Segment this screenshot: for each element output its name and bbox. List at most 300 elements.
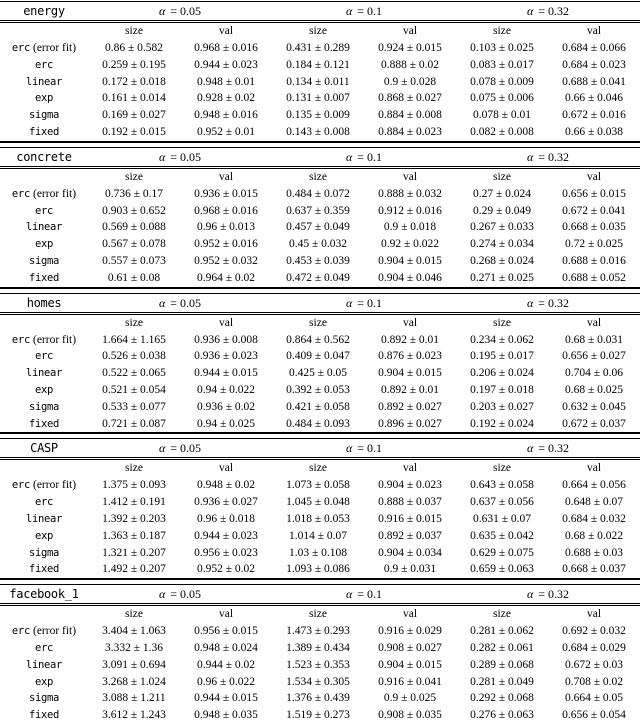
column-header-row — [0, 605, 640, 624]
value-cell: 0.629 ± 0.075 — [470, 546, 534, 559]
results-table-CASP — [0, 438, 640, 580]
value-cell: 0.688 ± 0.016 — [562, 254, 626, 267]
value-cell: 0.521 ± 0.054 — [102, 383, 166, 396]
method-label-cell — [0, 494, 88, 511]
alpha-symbol: α — [158, 149, 166, 164]
method-label-cell — [0, 107, 88, 124]
value-cell: 0.184 ± 0.121 — [286, 58, 350, 71]
table-row — [0, 511, 640, 528]
value-cell: 0.274 ± 0.034 — [470, 238, 534, 251]
table-row — [0, 707, 640, 724]
value-cell: 1.392 ± 0.203 — [102, 512, 166, 525]
value-cell: 0.904 ± 0.015 — [378, 254, 442, 267]
value-cell: 0.944 ± 0.015 — [194, 367, 258, 380]
value-cell: 0.916 ± 0.041 — [378, 675, 442, 688]
value-cell: 0.952 ± 0.016 — [194, 238, 258, 251]
method-label-cell — [0, 640, 88, 657]
method-label: exp — [34, 238, 54, 251]
table-row — [0, 40, 640, 57]
alpha-header — [456, 293, 640, 313]
column-header-row — [0, 459, 640, 478]
value-cell: 0.96 ± 0.022 — [196, 675, 256, 688]
value-cell: 0.948 ± 0.01 — [196, 75, 256, 88]
table-row — [0, 545, 640, 562]
method-label-cell — [0, 203, 88, 220]
col-header-size: size — [493, 462, 511, 475]
col-header-size: size — [125, 462, 143, 475]
col-header-val: val — [218, 170, 234, 183]
method-label-suffix: (error fit) — [32, 42, 77, 54]
table-row — [0, 124, 640, 142]
value-cell: 0.904 ± 0.015 — [378, 658, 442, 671]
empty-cell — [0, 167, 88, 186]
col-header-size: size — [125, 25, 143, 37]
table-row — [0, 657, 640, 674]
alpha-header — [272, 293, 456, 313]
value-cell: 0.533 ± 0.077 — [102, 400, 166, 413]
results-table-energy — [0, 1, 640, 143]
value-cell: 0.192 ± 0.024 — [470, 417, 534, 430]
method-label-suffix: (error fit) — [32, 187, 77, 200]
empty-cell — [0, 22, 88, 41]
col-header-val: val — [402, 462, 418, 475]
alpha-value: = 0.1 — [354, 441, 383, 456]
method-label: linear — [25, 512, 63, 525]
method-label-cell — [0, 253, 88, 270]
value-cell: 0.9 ± 0.031 — [383, 563, 437, 576]
value-cell: 0.472 ± 0.049 — [286, 271, 350, 284]
col-header-val: val — [402, 608, 418, 621]
value-cell: 0.282 ± 0.061 — [470, 641, 534, 654]
col-header-size: size — [309, 316, 327, 329]
value-cell: 0.197 ± 0.018 — [470, 383, 534, 396]
method-label: sigma — [28, 692, 60, 705]
alpha-value: = 0.05 — [167, 149, 202, 164]
value-cell: 0.68 ± 0.022 — [564, 529, 624, 542]
method-label: sigma — [28, 254, 60, 267]
value-cell: 0.936 ± 0.023 — [194, 350, 258, 363]
value-cell: 0.952 ± 0.02 — [196, 563, 256, 576]
table-row — [0, 382, 640, 399]
table-row — [0, 332, 640, 349]
alpha-header — [272, 585, 456, 605]
value-cell: 1.045 ± 0.048 — [286, 496, 350, 509]
value-cell: 0.276 ± 0.063 — [470, 709, 534, 722]
alpha-header — [88, 147, 272, 167]
value-cell: 0.648 ± 0.07 — [564, 496, 624, 509]
method-label: exp — [34, 675, 54, 688]
alpha-value: = 0.32 — [535, 441, 570, 456]
value-cell: 0.61 ± 0.08 — [107, 271, 161, 284]
table-header-row — [0, 585, 640, 605]
alpha-value: = 0.32 — [535, 295, 570, 310]
value-cell: 1.363 ± 0.187 — [102, 529, 166, 542]
value-cell: 0.45 ± 0.032 — [288, 238, 348, 251]
value-cell: 0.172 ± 0.018 — [102, 75, 166, 88]
method-label: linear — [25, 75, 63, 88]
col-header-size: size — [125, 608, 143, 621]
value-cell: 0.948 ± 0.02 — [196, 479, 256, 492]
value-cell: 0.271 ± 0.025 — [470, 271, 534, 284]
method-label: sigma — [28, 546, 60, 559]
value-cell: 0.083 ± 0.017 — [470, 58, 534, 71]
value-cell: 1.014 ± 0.07 — [288, 529, 348, 542]
col-header-size: size — [309, 25, 327, 37]
table-row — [0, 74, 640, 91]
value-cell: 0.904 ± 0.034 — [378, 546, 442, 559]
value-cell: 1.473 ± 0.293 — [286, 625, 350, 638]
method-label-cell — [0, 707, 88, 724]
value-cell: 0.864 ± 0.562 — [286, 333, 350, 346]
value-cell: 0.672 ± 0.03 — [564, 658, 624, 671]
alpha-symbol: α — [526, 149, 534, 164]
value-cell: 0.684 ± 0.032 — [562, 512, 626, 525]
col-header-size: size — [309, 462, 327, 475]
col-header-size: size — [493, 25, 511, 37]
col-header-val: val — [218, 316, 234, 329]
method-label-cell — [0, 365, 88, 382]
method-label-cell — [0, 236, 88, 253]
method-label: linear — [25, 658, 63, 671]
value-cell: 0.206 ± 0.024 — [470, 367, 534, 380]
dataset-name: facebook_1 — [0, 585, 88, 605]
value-cell: 0.526 ± 0.038 — [102, 350, 166, 363]
table-row — [0, 236, 640, 253]
empty-cell — [0, 605, 88, 624]
value-cell: 1.03 ± 0.108 — [288, 546, 348, 559]
value-cell: 0.66 ± 0.046 — [564, 92, 624, 105]
alpha-header — [88, 293, 272, 313]
col-header-val: val — [586, 170, 602, 183]
table-row — [0, 107, 640, 124]
alpha-header — [272, 2, 456, 22]
value-cell: 1.492 ± 0.207 — [102, 563, 166, 576]
method-label-suffix: (error fit) — [32, 333, 77, 346]
value-cell: 0.664 ± 0.056 — [562, 479, 626, 492]
table-row — [0, 640, 640, 657]
method-label-cell — [0, 657, 88, 674]
alpha-value: = 0.1 — [354, 149, 383, 164]
method-label-cell — [0, 623, 88, 640]
value-cell: 0.68 ± 0.025 — [564, 383, 624, 396]
alpha-value: = 0.05 — [167, 295, 202, 310]
value-cell: 0.082 ± 0.008 — [470, 125, 534, 138]
alpha-symbol: α — [345, 149, 353, 164]
value-cell: 0.868 ± 0.027 — [378, 92, 442, 105]
column-header-row — [0, 167, 640, 186]
value-cell: 0.708 ± 0.02 — [564, 675, 624, 688]
value-cell: 0.635 ± 0.042 — [470, 529, 534, 542]
value-cell: 0.392 ± 0.053 — [286, 383, 350, 396]
value-cell: 0.956 ± 0.023 — [194, 546, 258, 559]
method-label-suffix: (error fit) — [32, 625, 77, 638]
col-header-val: val — [586, 316, 602, 329]
value-cell: 0.96 ± 0.018 — [196, 512, 256, 525]
method-label-cell — [0, 674, 88, 691]
value-cell: 0.86 ± 0.582 — [104, 42, 164, 54]
value-cell: 0.453 ± 0.039 — [286, 254, 350, 267]
value-cell: 3.332 ± 1.36 — [104, 641, 164, 654]
method-label: fixed — [28, 417, 60, 430]
value-cell: 0.631 ± 0.07 — [472, 512, 532, 525]
alpha-header — [88, 585, 272, 605]
col-header-size: size — [493, 316, 511, 329]
col-header-val: val — [218, 25, 234, 37]
method-label-cell — [0, 348, 88, 365]
col-header-val: val — [586, 25, 602, 37]
alpha-symbol: α — [158, 295, 166, 310]
table-header-row — [0, 439, 640, 459]
table-header-row — [0, 2, 640, 22]
table-row — [0, 561, 640, 579]
column-header-row — [0, 313, 640, 332]
alpha-header — [88, 439, 272, 459]
value-cell: 0.078 ± 0.009 — [470, 75, 534, 88]
value-cell: 0.944 ± 0.023 — [194, 58, 258, 71]
value-cell: 0.421 ± 0.058 — [286, 400, 350, 413]
table-row — [0, 399, 640, 416]
value-cell: 0.688 ± 0.03 — [564, 546, 624, 559]
col-header-val: val — [402, 170, 418, 183]
alpha-header — [456, 439, 640, 459]
value-cell: 0.94 ± 0.025 — [196, 417, 256, 430]
value-cell: 0.281 ± 0.062 — [470, 625, 534, 638]
method-label-cell — [0, 561, 88, 579]
value-cell: 1.519 ± 0.273 — [286, 709, 350, 722]
value-cell: 1.375 ± 0.093 — [102, 479, 166, 492]
method-label-cell — [0, 690, 88, 707]
table-row — [0, 270, 640, 288]
alpha-value: = 0.32 — [535, 4, 570, 18]
value-cell: 1.018 ± 0.053 — [286, 512, 350, 525]
table-row — [0, 348, 640, 365]
value-cell: 0.195 ± 0.017 — [470, 350, 534, 363]
value-cell: 0.522 ± 0.065 — [102, 367, 166, 380]
col-header-size: size — [309, 608, 327, 621]
value-cell: 0.964 ± 0.02 — [196, 271, 256, 284]
method-label-cell — [0, 40, 88, 57]
value-cell: 0.684 ± 0.029 — [562, 641, 626, 654]
method-label-cell — [0, 528, 88, 545]
value-cell: 0.267 ± 0.033 — [470, 221, 534, 234]
table-row — [0, 186, 640, 203]
method-label-cell — [0, 124, 88, 142]
col-header-val: val — [218, 462, 234, 475]
value-cell: 0.736 ± 0.17 — [104, 187, 164, 200]
value-cell: 0.688 ± 0.052 — [562, 271, 626, 284]
value-cell: 0.72 ± 0.025 — [564, 238, 624, 251]
method-label-cell — [0, 219, 88, 236]
value-cell: 0.9 ± 0.025 — [383, 692, 437, 705]
value-cell: 3.612 ± 1.243 — [102, 709, 166, 722]
value-cell: 0.904 ± 0.023 — [378, 479, 442, 492]
value-cell: 0.944 ± 0.015 — [194, 692, 258, 705]
alpha-value: = 0.05 — [167, 587, 202, 602]
table-row — [0, 416, 640, 434]
method-label: erc — [34, 641, 54, 654]
method-label: erc — [34, 204, 54, 217]
value-cell: 0.888 ± 0.02 — [380, 58, 440, 71]
value-cell: 0.692 ± 0.032 — [562, 625, 626, 638]
method-label-cell — [0, 399, 88, 416]
value-cell: 0.96 ± 0.013 — [196, 221, 256, 234]
method-label: linear — [25, 367, 63, 380]
value-cell: 0.936 ± 0.02 — [196, 400, 256, 413]
col-header-val: val — [402, 316, 418, 329]
table-row — [0, 477, 640, 494]
value-cell: 0.259 ± 0.195 — [102, 58, 166, 71]
col-header-val: val — [586, 608, 602, 621]
results-table-facebook_1 — [0, 584, 640, 724]
value-cell: 0.664 ± 0.05 — [564, 692, 624, 705]
value-cell: 0.892 ± 0.037 — [378, 529, 442, 542]
value-cell: 0.203 ± 0.027 — [470, 400, 534, 413]
value-cell: 1.534 ± 0.305 — [286, 675, 350, 688]
method-label: erc — [11, 479, 30, 492]
alpha-header — [272, 439, 456, 459]
value-cell: 1.389 ± 0.434 — [286, 641, 350, 654]
value-cell: 0.916 ± 0.015 — [378, 512, 442, 525]
value-cell: 0.936 ± 0.015 — [194, 187, 258, 200]
value-cell: 0.896 ± 0.027 — [378, 417, 442, 430]
method-label: sigma — [28, 400, 60, 413]
col-header-size: size — [493, 170, 511, 183]
alpha-value: = 0.32 — [535, 587, 570, 602]
method-label-cell — [0, 57, 88, 74]
value-cell: 0.425 ± 0.05 — [288, 367, 348, 380]
method-label: erc — [11, 625, 30, 638]
value-cell: 1.093 ± 0.086 — [286, 563, 350, 576]
value-cell: 3.088 ± 1.211 — [102, 692, 166, 705]
alpha-symbol: α — [158, 441, 166, 456]
value-cell: 0.904 ± 0.015 — [378, 367, 442, 380]
value-cell: 0.92 ± 0.022 — [380, 238, 440, 251]
value-cell: 0.632 ± 0.045 — [562, 400, 626, 413]
value-cell: 0.876 ± 0.023 — [378, 350, 442, 363]
method-label-cell — [0, 90, 88, 107]
alpha-header — [456, 2, 640, 22]
table-row — [0, 90, 640, 107]
method-label: exp — [34, 529, 54, 542]
value-cell: 0.884 ± 0.008 — [378, 109, 442, 122]
value-cell: 0.944 ± 0.02 — [196, 658, 256, 671]
method-label-cell — [0, 74, 88, 91]
method-label-cell — [0, 382, 88, 399]
value-cell: 0.944 ± 0.023 — [194, 529, 258, 542]
dataset-name: energy — [0, 2, 88, 22]
dataset-name: homes — [0, 293, 88, 313]
column-header-row — [0, 22, 640, 41]
value-cell: 0.968 ± 0.016 — [194, 42, 258, 54]
value-cell: 0.892 ± 0.01 — [380, 383, 440, 396]
value-cell: 0.908 ± 0.027 — [378, 641, 442, 654]
value-cell: 0.903 ± 0.652 — [102, 204, 166, 217]
alpha-symbol: α — [158, 587, 166, 602]
value-cell: 0.952 ± 0.01 — [196, 125, 256, 138]
method-label: erc — [34, 350, 54, 363]
value-cell: 1.376 ± 0.439 — [286, 692, 350, 705]
method-label: erc — [11, 42, 30, 54]
value-cell: 0.292 ± 0.068 — [470, 692, 534, 705]
table-row — [0, 690, 640, 707]
value-cell: 0.888 ± 0.032 — [378, 187, 442, 200]
alpha-symbol: α — [158, 4, 166, 18]
table-row — [0, 219, 640, 236]
value-cell: 1.073 ± 0.058 — [286, 479, 350, 492]
alpha-value: = 0.1 — [354, 587, 383, 602]
alpha-value: = 0.32 — [535, 149, 570, 164]
value-cell: 0.684 ± 0.023 — [562, 58, 626, 71]
value-cell: 0.656 ± 0.054 — [562, 709, 626, 722]
value-cell: 0.688 ± 0.041 — [562, 75, 626, 88]
value-cell: 0.643 ± 0.058 — [470, 479, 534, 492]
value-cell: 0.936 ± 0.027 — [194, 496, 258, 509]
value-cell: 3.091 ± 0.694 — [102, 658, 166, 671]
value-cell: 0.27 ± 0.024 — [472, 187, 532, 200]
col-header-val: val — [586, 462, 602, 475]
value-cell: 0.161 ± 0.014 — [102, 92, 166, 105]
value-cell: 1.664 ± 1.165 — [102, 333, 166, 346]
col-header-size: size — [125, 170, 143, 183]
value-cell: 0.68 ± 0.031 — [564, 333, 624, 346]
value-cell: 1.523 ± 0.353 — [286, 658, 350, 671]
alpha-symbol: α — [526, 295, 534, 310]
col-header-val: val — [402, 25, 418, 37]
alpha-value: = 0.05 — [167, 441, 202, 456]
alpha-symbol: α — [345, 587, 353, 602]
results-table-concrete — [0, 147, 640, 289]
alpha-header — [456, 585, 640, 605]
empty-cell — [0, 313, 88, 332]
value-cell: 0.94 ± 0.022 — [196, 383, 256, 396]
method-label-cell — [0, 545, 88, 562]
alpha-value: = 0.05 — [167, 4, 202, 18]
value-cell: 0.928 ± 0.02 — [196, 92, 256, 105]
method-label: fixed — [28, 271, 60, 284]
value-cell: 0.135 ± 0.009 — [286, 109, 350, 122]
value-cell: 0.457 ± 0.049 — [286, 221, 350, 234]
method-label: erc — [11, 187, 30, 200]
value-cell: 0.684 ± 0.066 — [562, 42, 626, 54]
method-label: exp — [34, 92, 54, 105]
value-cell: 0.968 ± 0.016 — [194, 204, 258, 217]
value-cell: 0.668 ± 0.037 — [562, 563, 626, 576]
method-label: fixed — [28, 125, 60, 138]
value-cell: 3.404 ± 1.063 — [102, 625, 166, 638]
value-cell: 0.936 ± 0.008 — [194, 333, 258, 346]
value-cell: 0.9 ± 0.018 — [383, 221, 437, 234]
table-row — [0, 365, 640, 382]
value-cell: 0.431 ± 0.289 — [286, 42, 350, 54]
value-cell: 0.672 ± 0.016 — [562, 109, 626, 122]
value-cell: 0.952 ± 0.032 — [194, 254, 258, 267]
value-cell: 0.637 ± 0.056 — [470, 496, 534, 509]
alpha-value: = 0.1 — [354, 4, 383, 18]
alpha-header — [456, 147, 640, 167]
table-row — [0, 57, 640, 74]
value-cell: 0.672 ± 0.041 — [562, 204, 626, 217]
method-label-cell — [0, 477, 88, 494]
method-label: exp — [34, 383, 54, 396]
alpha-header — [88, 2, 272, 22]
table-header-row — [0, 147, 640, 167]
table-row — [0, 253, 640, 270]
alpha-symbol: α — [345, 4, 353, 18]
value-cell: 0.956 ± 0.015 — [194, 625, 258, 638]
alpha-symbol: α — [526, 441, 534, 456]
value-cell: 0.169 ± 0.027 — [102, 109, 166, 122]
value-cell: 0.484 ± 0.093 — [286, 417, 350, 430]
